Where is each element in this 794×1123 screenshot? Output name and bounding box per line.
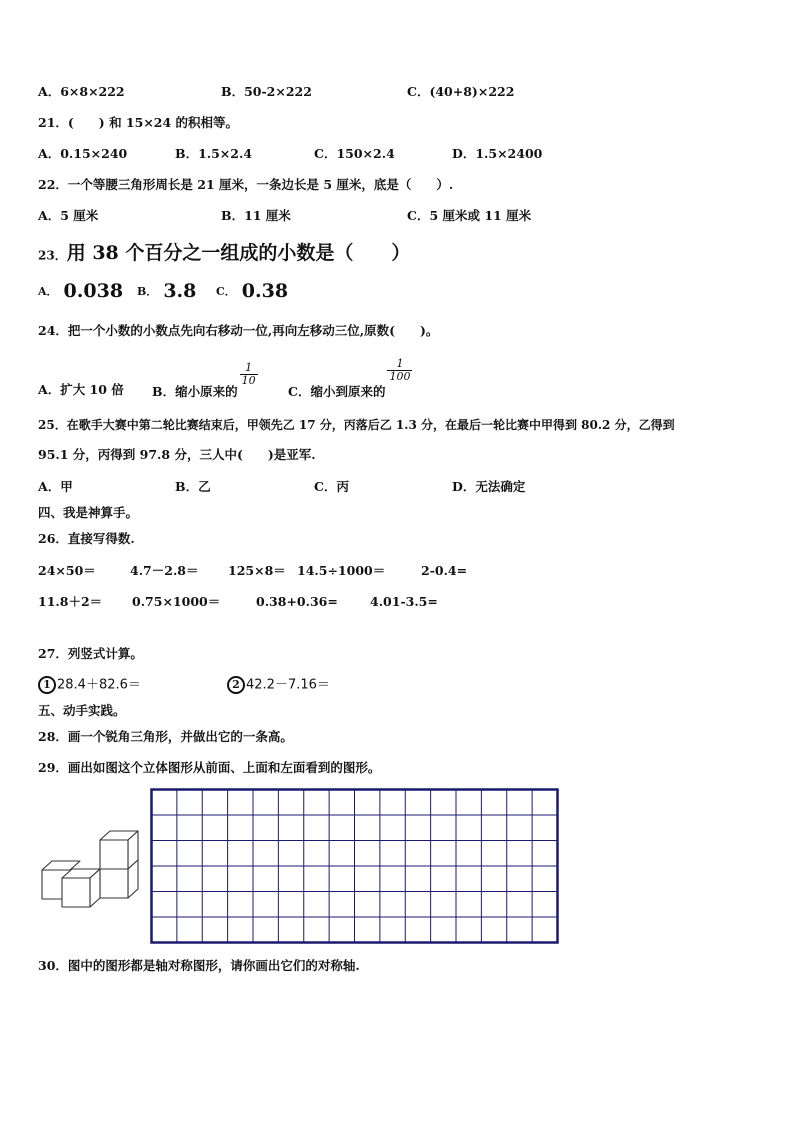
q27-problem-1-text: 28.4＋82.6＝ xyxy=(57,677,141,693)
q25-stem-line2: 95.1 分，丙得到 97.8 分，三人中( )是亚军. xyxy=(38,447,316,462)
q23-stem-row xyxy=(38,241,410,265)
q23-number: 23． xyxy=(38,248,67,263)
q23-option-b-label: B． xyxy=(137,285,158,298)
q23-option-c-value: 0.38 xyxy=(241,280,289,302)
q27-problem-1 xyxy=(38,676,141,694)
q25-option-d: D．无法确定 xyxy=(452,479,526,494)
q24-option-c-fraction xyxy=(387,358,412,383)
q21-stem: 21．( ) 和 15×24 的积相等。 xyxy=(38,115,239,130)
q26-r1-item: 4.7－2.8＝ xyxy=(130,563,199,578)
circled-number-1: 1 xyxy=(38,676,56,694)
q26-stem: 26．直接写得数. xyxy=(38,531,135,546)
q27-problem-2 xyxy=(227,676,330,694)
q24-option-c-text: C．缩小到原来的 xyxy=(288,384,386,399)
q24-option-b xyxy=(152,362,258,402)
q21-option-d: D．1.5×2400 xyxy=(452,146,543,161)
q24-option-b-fraction xyxy=(240,362,258,387)
q26-r1-item: 125×8＝ xyxy=(228,563,286,578)
q22-option-b: B．11 厘米 xyxy=(221,208,291,223)
q24-option-b-text: B．缩小原来的 xyxy=(152,384,238,399)
q21-option-a: A．0.15×240 xyxy=(38,146,128,161)
q22-option-c: C．5 厘米或 11 厘米 xyxy=(407,208,532,223)
q26-r2-item: 4.01-3.5= xyxy=(370,594,438,609)
q23-option-a-label: A． xyxy=(38,285,58,298)
q23-option-c xyxy=(216,280,289,302)
q23-option-c-label: C． xyxy=(216,285,236,298)
q29-stem: 29．画出如图这个立体图形从前面、上面和左面看到的图形。 xyxy=(38,760,381,775)
fraction-numerator: 1 xyxy=(387,358,412,371)
section-5-heading: 五、动手实践。 xyxy=(38,703,126,718)
section-4-heading: 四、我是神算手。 xyxy=(38,505,139,520)
q26-r2-item: 0.75×1000＝ xyxy=(132,594,221,609)
q25-option-a: A．甲 xyxy=(38,479,73,494)
q27-stem: 27．列竖式计算。 xyxy=(38,646,143,661)
q25-option-c: C．丙 xyxy=(314,479,349,494)
q23-option-a-value: 0.038 xyxy=(63,280,124,302)
q23-stem: 用 38 个百分之一组成的小数是（ ） xyxy=(66,242,411,264)
q20-option-b: B．50-2×222 xyxy=(221,84,312,99)
q22-stem: 22．一个等腰三角形周长是 21 厘米，一条边长是 5 厘米，底是（ ）. xyxy=(38,177,454,192)
q28-stem: 28．画一个锐角三角形，并做出它的一条高。 xyxy=(38,729,293,744)
q27-problem-2-text: 42.2－7.16＝ xyxy=(246,677,330,693)
q26-r1-item: 14.5÷1000＝ xyxy=(297,563,386,578)
q25-option-b: B．乙 xyxy=(175,479,211,494)
q24-option-c xyxy=(288,358,412,402)
fraction-numerator: 1 xyxy=(240,362,258,375)
q22-option-a: A．5 厘米 xyxy=(38,208,99,223)
fraction-denominator: 100 xyxy=(389,370,411,383)
q26-r2-item: 11.8＋2＝ xyxy=(38,594,103,609)
q26-r1-item: 24×50＝ xyxy=(38,563,96,578)
cube-stack-figure xyxy=(38,826,144,912)
fraction-denominator: 10 xyxy=(241,374,256,387)
q20-option-c: C．(40+8)×222 xyxy=(407,84,515,99)
q24-option-a: A．扩大 10 倍 xyxy=(38,382,124,397)
q23-option-a xyxy=(38,280,124,302)
q24-stem: 24．把一个小数的小数点先向右移动一位,再向左移动三位,原数( )。 xyxy=(38,323,439,338)
q21-option-c: C．150×2.4 xyxy=(314,146,395,161)
q30-stem: 30．图中的图形都是轴对称图形，请你画出它们的对称轴. xyxy=(38,958,360,973)
q26-r1-item: 2-0.4= xyxy=(421,563,468,578)
q25-stem-line1: 25．在歌手大赛中第二轮比赛结束后，甲领先乙 17 分，丙落后乙 1.3 分，在最后一轮比赛中甲得到 80.2 分，乙得到 xyxy=(38,418,675,432)
q20-option-a: A．6×8×222 xyxy=(38,84,125,99)
drawing-grid[interactable] xyxy=(150,788,560,945)
q23-option-b-value: 3.8 xyxy=(163,280,197,302)
q26-r2-item: 0.38+0.36= xyxy=(256,594,338,609)
q21-option-b: B．1.5×2.4 xyxy=(175,146,253,161)
circled-number-2: 2 xyxy=(227,676,245,694)
q23-option-b xyxy=(137,280,197,302)
